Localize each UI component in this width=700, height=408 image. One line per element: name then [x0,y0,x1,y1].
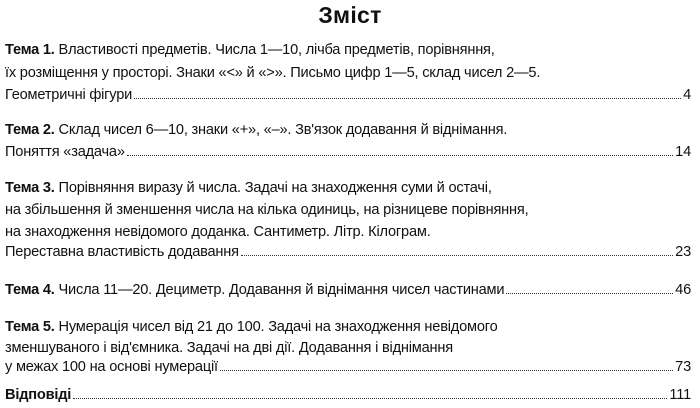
page-title: Зміст [318,2,382,28]
toc-entry-2-line-2 [5,143,691,161]
topic-text: у межах 100 на основі нумерації [5,359,218,375]
page-number: 111 [669,387,691,403]
topic-text: Числа 11—20. Дециметр. Додавання й віднімання чисел частинами [58,282,505,298]
topic-text: Переставна властивість додавання [5,244,239,260]
toc-entry-3-line-1 [5,179,691,197]
toc-entry-5-line-1 [5,318,691,336]
topic-label: Тема 2. [5,122,55,138]
page-number: 46 [675,282,691,298]
toc-entry-5-line-3 [5,358,691,376]
dot-leader [127,155,673,156]
toc-entry-3-line-3: на знаходження невідомого доданка. Сантиметр. Літр. Кілограм. [5,224,431,240]
toc-entry-3-line-4 [5,243,691,261]
toc-entry-1-line-1 [5,41,691,59]
dot-leader [220,370,673,371]
toc-entry-2-line-1 [5,121,691,139]
dot-leader [241,255,673,256]
toc-entry-answers [5,386,691,404]
topic-label: Тема 1. [5,42,55,58]
toc-entry-3-line-2: на збільшення й зменшення числа на кілька одиниць, на різницеве порівняння, [5,202,529,218]
toc-entry-5-line-2: зменшуваного і від'ємника. Задачі на дві дії. Додавання і віднімання [5,340,453,356]
toc-entry-1-line-3 [5,86,691,104]
topic-label: Тема 4. [5,282,55,298]
page-number: 73 [675,359,691,375]
page-number: 4 [683,87,691,103]
answers-label: Відповіді [5,387,72,403]
dot-leader [134,98,681,99]
topic-text: Порівняння виразу й числа. Задачі на знаходження суми й остачі, [58,180,492,196]
topic-text: Властивості предметів. Числа 1—10, лічба предметів, порівняння, [58,42,495,58]
toc-entry-4-line-1 [5,281,691,299]
topic-text: Склад чисел 6—10, знаки «+», «–». Зв'язок додавання й віднімання. [58,122,508,138]
page-number: 23 [675,244,691,260]
toc-entry-1-line-2: їх розміщення у просторі. Знаки «<» й «>». Письмо цифр 1—5, склад чисел 2—5. [5,65,541,81]
topic-text: Геометричні фігури [5,87,133,103]
topic-label: Тема 5. [5,319,55,335]
page-number: 14 [675,144,691,160]
dot-leader [506,293,673,294]
topic-text: Поняття «задача» [5,144,125,160]
dot-leader [73,398,667,399]
topic-text-wrap [5,281,504,299]
topic-label: Тема 3. [5,180,55,196]
topic-text: Нумерація чисел від 21 до 100. Задачі на знаходження невідомого [58,319,498,335]
